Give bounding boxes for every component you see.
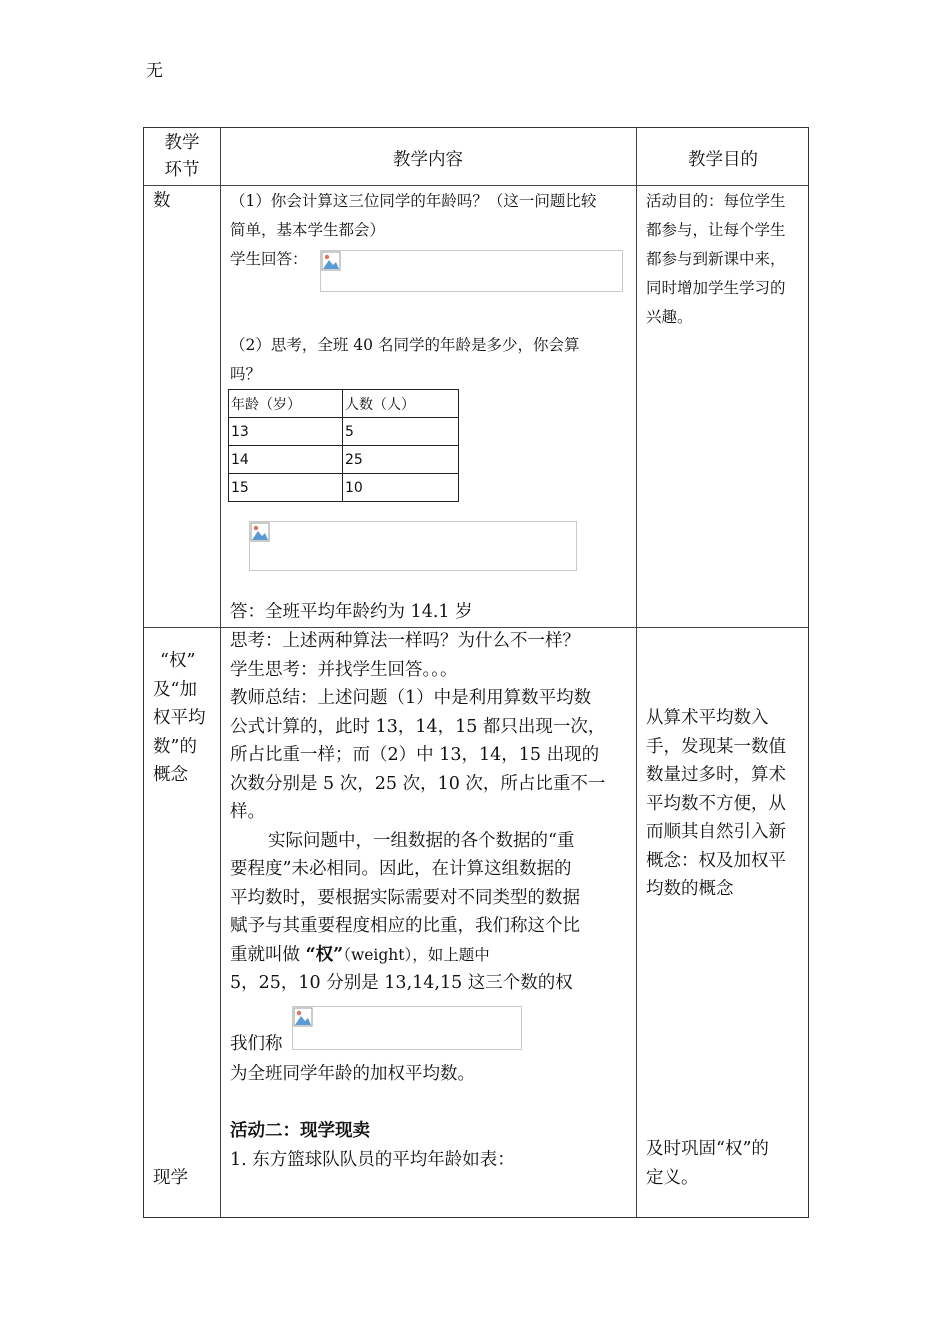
- table-header-cell: 人数（人）: [343, 390, 459, 418]
- question-2-line1: （2）思考，全班 40 名同学的年龄是多少，你会算: [230, 336, 580, 354]
- broken-image-icon: [293, 1007, 313, 1027]
- formula-image-placeholder: [320, 250, 623, 292]
- formula-image-placeholder: [292, 1006, 522, 1050]
- content-line: 思考：上述两种算法一样吗？为什么不一样？: [230, 631, 580, 651]
- weight-prefix: 重就叫做: [230, 944, 306, 965]
- content-line: 教师总结：上述问题（1）中是利用算数平均数: [230, 688, 592, 708]
- section-line: 概念: [153, 765, 188, 785]
- age-count-table: [228, 389, 459, 502]
- table-cell: 15: [229, 474, 343, 502]
- section-line: “权”: [160, 651, 196, 671]
- row2-purpose: [646, 704, 808, 904]
- table-cell: 10: [343, 474, 459, 502]
- table-header-row: [229, 390, 459, 418]
- question-2-line2: 吗？: [230, 365, 262, 383]
- table-row: [229, 474, 459, 502]
- column-divider: [636, 128, 637, 1217]
- content-line: 5，25，10 分别是 13,14,15 这三个数的权: [230, 973, 573, 993]
- purpose-line: 同时增加学生学习的: [646, 279, 786, 297]
- content-line: 学生思考：并找学生回答。。。: [230, 659, 458, 680]
- purpose-line: 均数的概念: [646, 879, 734, 899]
- purpose-line: 及时巩固“权”的: [646, 1139, 769, 1159]
- activity-title: 活动二：现学现卖: [230, 1121, 370, 1141]
- purpose-line: 都参与到新课中来，: [646, 250, 786, 268]
- content-line: 平均数时，要根据实际需要对不同类型的数据: [230, 887, 580, 908]
- answer-text: 答：全班平均年龄约为 14.1 岁: [230, 602, 473, 622]
- weight-suffix: （weight），如上题中: [343, 945, 490, 964]
- purpose-line: 定义。: [646, 1167, 699, 1188]
- table-row: [229, 446, 459, 474]
- table-row: [229, 418, 459, 446]
- broken-image-icon: [321, 251, 341, 271]
- purpose-line: 数量过多时，算术: [646, 765, 786, 785]
- content-line: 样。: [230, 802, 265, 822]
- weight-definition-line: [230, 941, 632, 970]
- table-cell: 25: [343, 446, 459, 474]
- purpose-line: 兴趣。: [646, 308, 693, 326]
- section-line: 数”的: [153, 736, 197, 757]
- table-cell: 14: [229, 446, 343, 474]
- column-divider: [220, 128, 221, 1217]
- purpose-line: 概念：权及加权平: [646, 850, 786, 871]
- purpose-line: 活动目的：每位学生: [646, 192, 786, 210]
- content-line: 次数分别是 5 次，25 次，10 次，所占比重不一: [230, 773, 606, 794]
- row2-content: [230, 627, 632, 998]
- row1-purpose: [646, 187, 806, 332]
- question-1-line2: 简单，基本学生都会）: [230, 221, 386, 239]
- we-call-text: 我们称: [230, 1034, 283, 1054]
- table-header-cell: 年龄（岁）: [229, 390, 343, 418]
- purpose-line: 都参与，让每个学生: [646, 221, 786, 239]
- row1-section-label: 数: [153, 191, 171, 211]
- page-header: 无: [146, 61, 163, 81]
- row2-purpose-2: [646, 1135, 808, 1192]
- header-purpose: 教学目的: [688, 150, 758, 170]
- purpose-line: 从算术平均数入: [646, 708, 769, 728]
- conclusion-text: 为全班同学年龄的加权平均数。: [230, 1064, 475, 1084]
- lesson-plan-table: [143, 127, 809, 1218]
- activity-item: 1. 东方篮球队队员的平均年龄如表：: [230, 1150, 515, 1170]
- weight-term: “权”: [305, 944, 344, 965]
- section-line: 及“加: [153, 679, 197, 700]
- broken-image-icon: [250, 522, 270, 542]
- content-line: 实际问题中，一组数据的各个数据的“重: [268, 830, 575, 851]
- row-divider: [144, 185, 808, 186]
- table-cell: 5: [343, 418, 459, 446]
- row2-section-label: [153, 647, 215, 790]
- content-line: 所占比重一样；而（2）中 13，14，15 出现的: [230, 745, 600, 765]
- formula-image-placeholder: [249, 521, 577, 571]
- purpose-line: 平均数不方便，从: [646, 793, 786, 814]
- header-section: [144, 130, 220, 184]
- header-section-label: 教学环节: [164, 133, 200, 180]
- content-line: 要程度”未必相同。因此，在计算这组数据的: [230, 859, 572, 879]
- content-line: 公式计算的，此时 13，14，15 都只出现一次，: [230, 716, 606, 737]
- row2-section-label-2: 现学: [153, 1168, 188, 1188]
- section-line: 权平均: [153, 708, 206, 728]
- student-answer-label: 学生回答：: [230, 250, 308, 268]
- purpose-line: 而顺其自然引入新: [646, 822, 786, 842]
- question-2: [230, 331, 630, 389]
- table-cell: 13: [229, 418, 343, 446]
- purpose-line: 手，发现某一数值: [646, 736, 786, 757]
- content-line: 赋予与其重要程度相应的比重，我们称这个比: [230, 916, 580, 936]
- header-content: 教学内容: [393, 150, 463, 170]
- question-1-line1: （1）你会计算这三位同学的年龄吗？（这一问题比较: [230, 192, 597, 210]
